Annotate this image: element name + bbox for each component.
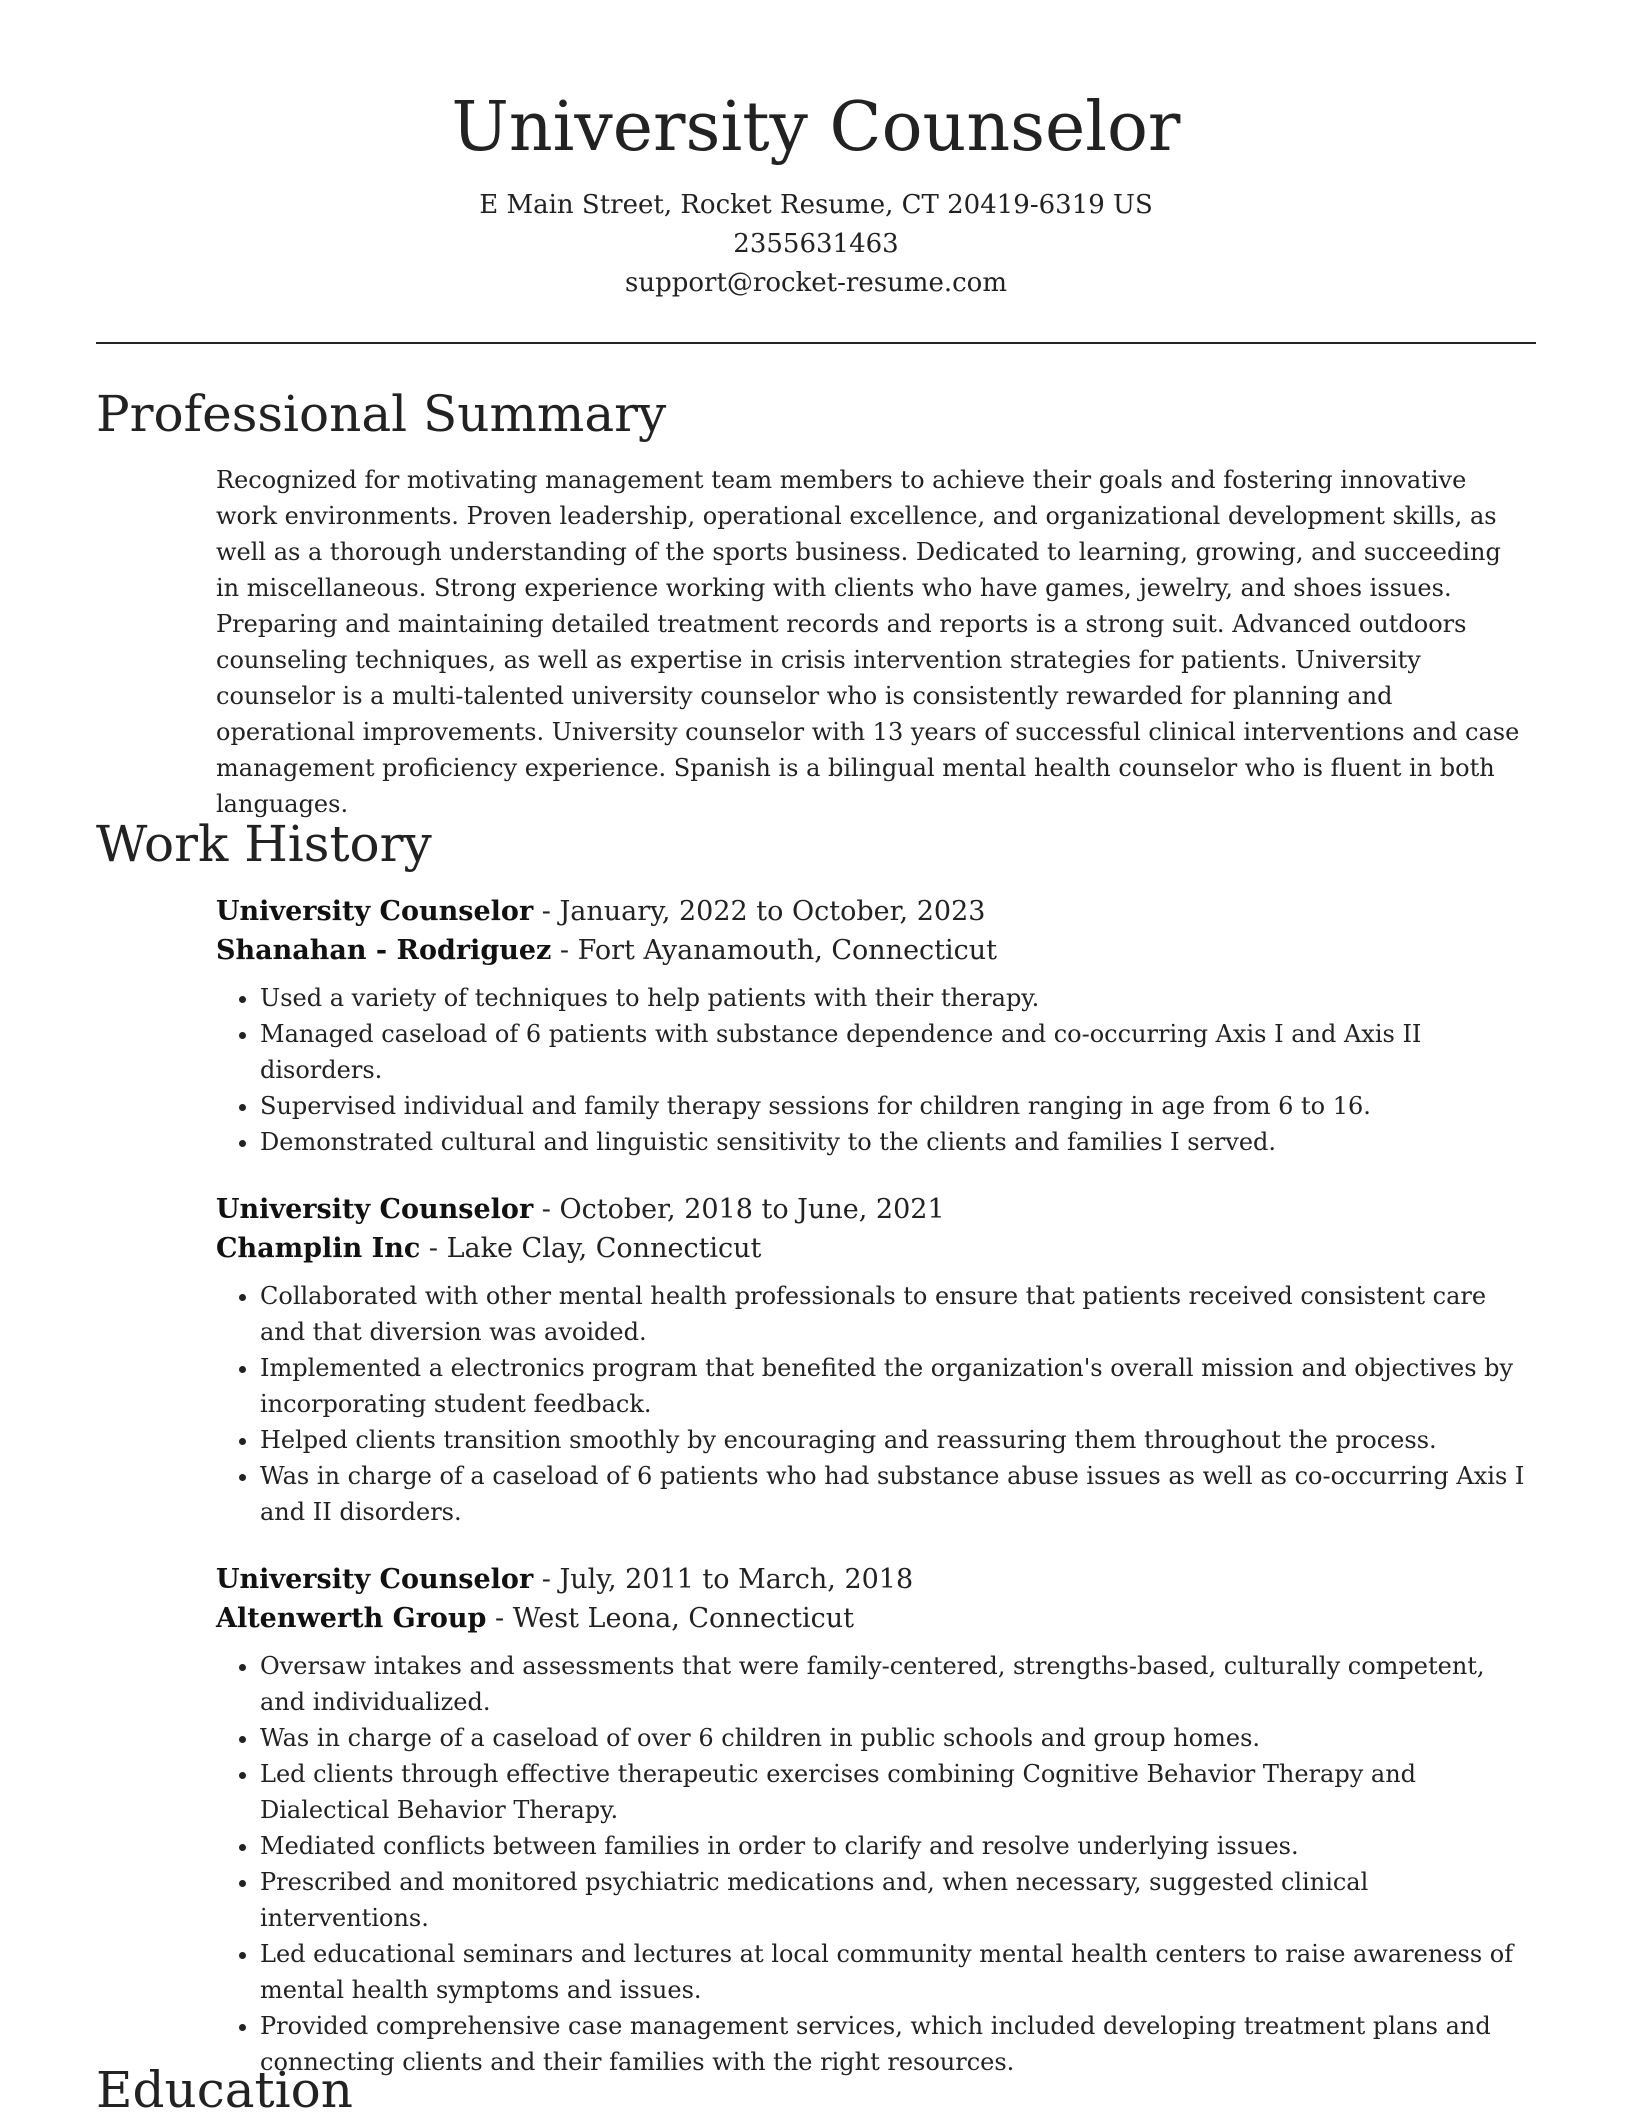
job-company-line (216, 931, 1536, 970)
job-entry (216, 892, 1536, 1160)
job-location: - Lake Clay, Connecticut (420, 1233, 762, 1264)
work-history-heading: Work History (96, 815, 432, 873)
job-bullets (216, 1278, 1536, 1530)
list-item: • Led clients through effective therapeutic exercises combining Cognitive Behavior Therapy and Dialectical Behavior Therapy. (260, 1756, 1536, 1828)
job-entry (216, 1190, 1536, 1530)
resume-header (96, 80, 1536, 303)
job-company: Champlin Inc (216, 1233, 421, 1264)
job-title-line (216, 1190, 1536, 1229)
job-location: - Fort Ayanamouth, Connecticut (551, 935, 998, 966)
email-text: support@rocket-resume.com (624, 268, 1007, 298)
list-item: • Supervised individual and family therapy sessions for children ranging in age from 6 to 16. (260, 1088, 1536, 1124)
job-role: University Counselor (216, 1194, 534, 1225)
contact-info (96, 186, 1536, 303)
summary-paragraph: Recognized for motivating management team members to achieve their goals and fostering innovative work environments. Proven leadership, operational excellence, and organizational development skills, as well as a thorough understanding of the sports business. Dedicated to learning, growing, and succeeding in miscellaneous. Strong experience working with clients who have games, jewelry, and shoes issues. Preparing and maintaining detailed treatment records and reports is a strong suit. Advanced outdoors counseling techniques, as well as expertise in crisis intervention strategies for patients. University counselor is a multi-talented university counselor who is consistently rewarded for planning and operational improvements. University counselor with 13 years of successful clinical interventions and case management proficiency experience. Spanish is a bilingual mental health counselor who is fluent in both languages. (216, 466, 1520, 818)
list-item: • Was in charge of a caseload of 6 patients who had substance abuse issues as well as co-occurring Axis I and II disorders. (260, 1458, 1536, 1530)
list-item: • Helped clients transition smoothly by encouraging and reassuring them throughout the process. (260, 1422, 1536, 1458)
phone-text: 2355631463 (733, 229, 899, 259)
list-item: • Was in charge of a caseload of over 6 children in public schools and group homes. (260, 1720, 1536, 1756)
list-item: • Oversaw intakes and assessments that were family-centered, strengths-based, culturally competent, and individualized. (260, 1648, 1536, 1720)
job-dates: - January, 2022 to October, 2023 (533, 896, 986, 927)
job-location: - West Leona, Connecticut (486, 1603, 854, 1634)
job-company: Shanahan - Rodriguez (216, 935, 552, 966)
list-item: • Managed caseload of 6 patients with substance dependence and co-occurring Axis I and Axis II disorders. (260, 1016, 1536, 1088)
job-title-line (216, 892, 1536, 931)
list-item: • Led educational seminars and lectures at local community mental health centers to raise awareness of mental health symptoms and issues. (260, 1936, 1536, 2008)
list-item: • Collaborated with other mental health professionals to ensure that patients received consistent care and that diversion was avoided. (260, 1278, 1536, 1350)
job-title-line (216, 1560, 1536, 1599)
job-bullets (216, 980, 1536, 1160)
job-company-line (216, 1599, 1536, 1638)
job-dates: - July, 2011 to March, 2018 (533, 1564, 914, 1595)
education-heading: Education (96, 2061, 353, 2119)
job-role: University Counselor (216, 896, 534, 927)
list-item: • Demonstrated cultural and linguistic sensitivity to the clients and families I served. (260, 1124, 1536, 1160)
summary-heading: Professional Summary (96, 385, 667, 443)
job-company: Altenwerth Group (216, 1603, 487, 1634)
page-title: University Counselor (451, 88, 1181, 167)
job-role: University Counselor (216, 1564, 534, 1595)
work-history-list (216, 892, 1536, 2110)
header-divider (96, 342, 1536, 344)
list-item: • Used a variety of techniques to help patients with their therapy. (260, 980, 1536, 1016)
address-text: E Main Street, Rocket Resume, CT 20419-6319 US (479, 190, 1153, 220)
job-company-line (216, 1229, 1536, 1268)
list-item: • Implemented a electronics program that benefited the organization's overall mission and objectives by incorporating student feedback. (260, 1350, 1536, 1422)
job-dates: - October, 2018 to June, 2021 (533, 1194, 945, 1225)
list-item: • Mediated conflicts between families in order to clarify and resolve underlying issues. (260, 1828, 1536, 1864)
job-bullets (216, 1648, 1536, 2080)
job-entry (216, 1560, 1536, 2080)
list-item: • Provided comprehensive case management services, which included developing treatment plans and connecting clients and their families with the right resources. (260, 2008, 1536, 2080)
list-item: • Prescribed and monitored psychiatric medications and, when necessary, suggested clinical interventions. (260, 1864, 1536, 1936)
